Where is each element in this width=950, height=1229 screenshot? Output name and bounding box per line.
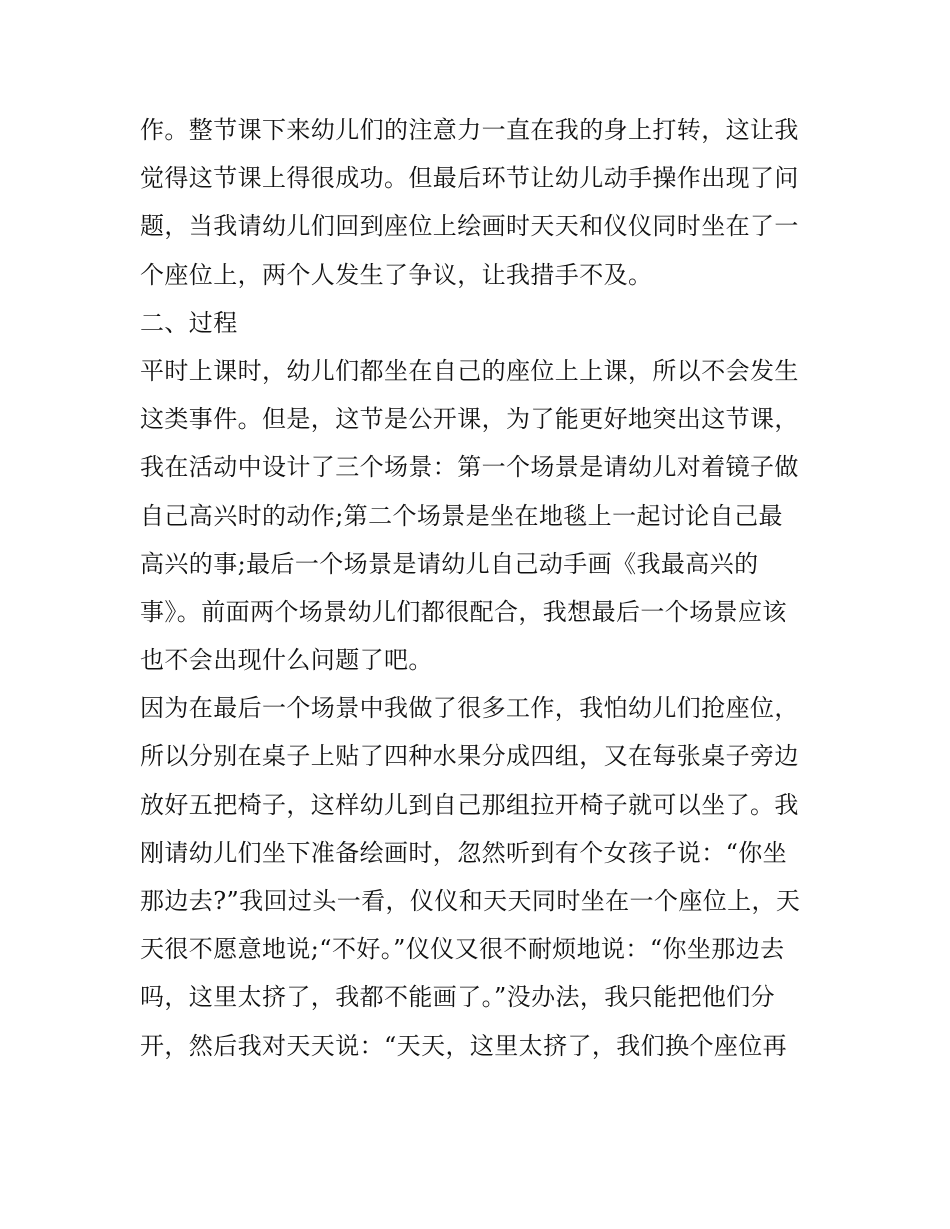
text-line: 所以分别在桌子上贴了四种水果分成四组，又在每张桌子旁边 — [140, 742, 799, 771]
text-line: 平时上课时，幼儿们都坐在自己的座位上上课，所以不会发生 — [140, 356, 799, 385]
body-text — [140, 106, 820, 1070]
text-line: 高兴的事;最后一个场景是请幼儿自己动手画《我最高兴的 — [140, 549, 759, 578]
text-line: 那边去?”我回过头一看，仪仪和天天同时坐在一个座位上，天 — [140, 887, 801, 915]
text-line: 因为在最后一个场景中我做了很多工作，我怕幼儿们抢座位， — [140, 694, 799, 723]
text-line: 事》。前面两个场景幼儿们都很配合，我想最后一个场景应该 — [140, 597, 787, 626]
text-line: 觉得这节课上得很成功。但最后环节让幼儿动手操作出现了问 — [140, 164, 799, 193]
text-line: 题，当我请幼儿们回到座位上绘画时天天和仪仪同时坐在了一 — [140, 212, 799, 241]
section-heading: 二、过程 — [140, 308, 238, 337]
text-line: 我在活动中设计了三个场景：第一个场景是请幼儿对着镜子做 — [140, 453, 799, 482]
text-line: 这类事件。但是，这节是公开课，为了能更好地突出这节课， — [140, 405, 799, 434]
text-line: 也不会出现什么问题了吧。 — [140, 646, 433, 675]
text-line: 放好五把椅子，这样幼儿到自己那组拉开椅子就可以坐了。我 — [140, 790, 799, 819]
text-line: 个座位上，两个人发生了争议，让我措手不及。 — [140, 260, 653, 289]
text-line: 作。整节课下来幼儿们的注意力一直在我的身上打转，这让我 — [140, 116, 799, 144]
text-line: 刚请幼儿们坐下准备绘画时，忽然听到有个女孩子说：“你坐 — [140, 838, 788, 867]
text-line: 开，然后我对天天说：“天天，这里太挤了，我们换个座位再 — [140, 1031, 788, 1060]
text-line: 吗，这里太挤了，我都不能画了。”没办法，我只能把他们分 — [140, 983, 776, 1012]
text-line: 天很不愿意地说;“不好。”仪仪又很不耐烦地说：“你坐那边去 — [140, 935, 785, 964]
text-line: 自己高兴时的动作;第二个场景是坐在地毯上一起讨论自己最 — [140, 501, 783, 530]
